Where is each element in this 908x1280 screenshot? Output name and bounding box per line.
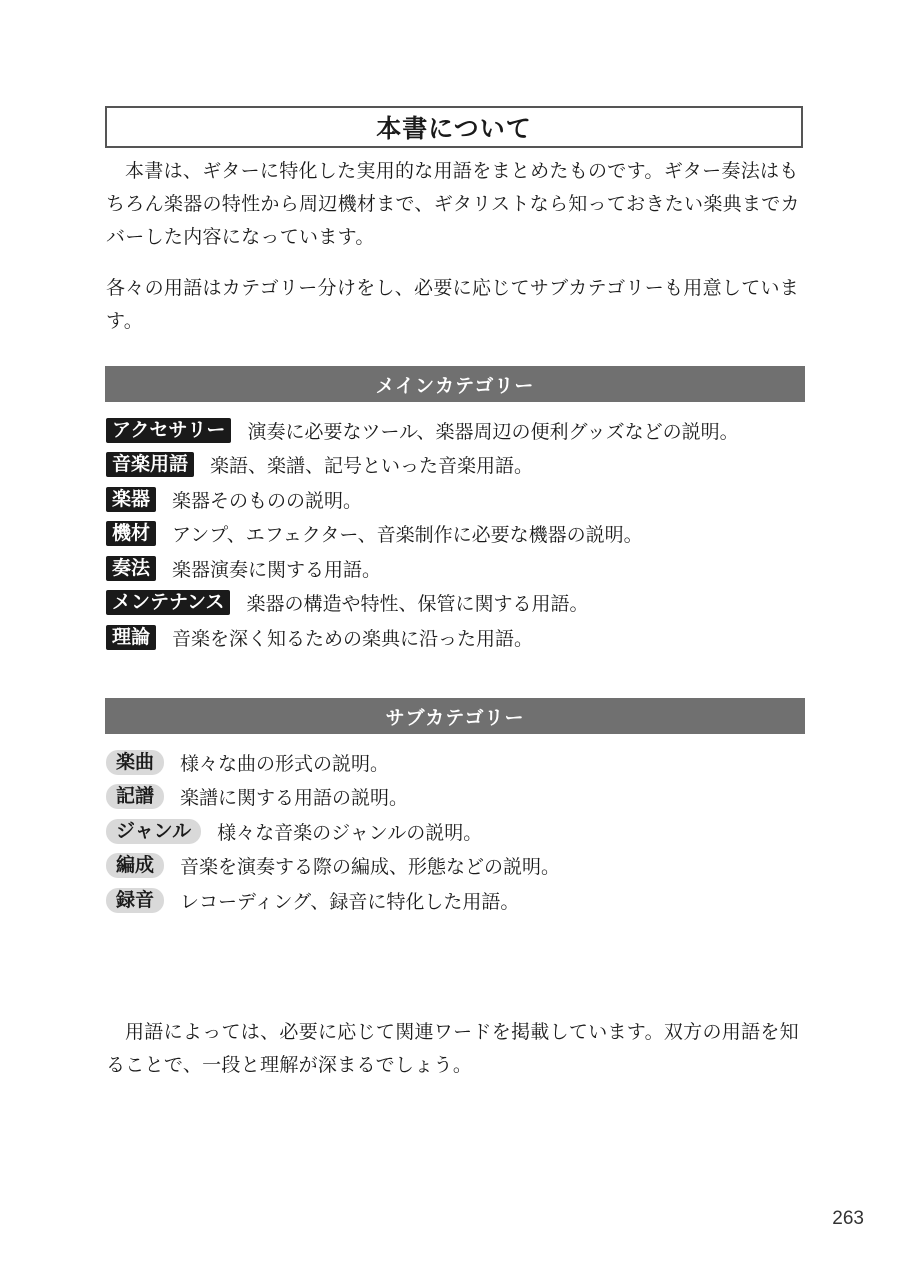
category-desc: 音楽を深く知るための楽典に沿った用語。 bbox=[172, 627, 534, 650]
subcategory-tag-piece: 楽曲 bbox=[106, 750, 164, 775]
main-category-list bbox=[106, 413, 806, 655]
category-tag-instrument: 楽器 bbox=[106, 487, 156, 512]
main-category-heading: メインカテゴリー bbox=[105, 366, 805, 402]
list-item bbox=[106, 448, 806, 483]
list-item bbox=[106, 413, 806, 448]
list-item bbox=[106, 883, 806, 918]
list-item bbox=[106, 551, 806, 586]
category-desc: アンプ、エフェクター、音楽制作に必要な機器の説明。 bbox=[172, 524, 643, 547]
category-tag-music-terms: 音楽用語 bbox=[106, 452, 194, 477]
category-desc: 楽器そのものの説明。 bbox=[172, 489, 363, 512]
list-item bbox=[106, 620, 806, 655]
subcategory-tag-genre: ジャンル bbox=[106, 819, 201, 844]
category-desc: 演奏に必要なツール、楽器周辺の便利グッズなどの説明。 bbox=[247, 420, 739, 443]
intro-paragraph-1: 本書は、ギターに特化した実用的な用語をまとめたものです。ギター奏法はもちろん楽器の特性から周辺機材まで、ギタリストなら知っておきたい楽典までカバーした内容になっています。 bbox=[106, 160, 800, 248]
category-tag-technique: 奏法 bbox=[106, 556, 156, 581]
category-desc: 様々な音楽のジャンルの説明。 bbox=[217, 821, 483, 844]
category-desc: 楽譜に関する用語の説明。 bbox=[180, 787, 409, 810]
subcategory-tag-recording: 録音 bbox=[106, 888, 164, 913]
category-desc: レコーディング、録音に特化した用語。 bbox=[180, 890, 520, 913]
list-item bbox=[106, 849, 806, 884]
sub-category-heading: サブカテゴリー bbox=[105, 698, 805, 734]
category-tag-theory: 理論 bbox=[106, 625, 156, 650]
closing-paragraph: 用語によっては、必要に応じて関連ワードを掲載しています。双方の用語を知ることで、一段と理解が深まるでしょう。 bbox=[106, 1021, 799, 1076]
subcategory-tag-ensemble: 編成 bbox=[106, 853, 164, 878]
category-desc: 楽語、楽譜、記号といった音楽用語。 bbox=[210, 455, 534, 478]
category-desc: 楽器の構造や特性、保管に関する用語。 bbox=[246, 593, 589, 616]
subcategory-tag-notation: 記譜 bbox=[106, 784, 164, 809]
category-desc: 楽器演奏に関する用語。 bbox=[172, 558, 382, 581]
list-item bbox=[106, 745, 806, 780]
category-tag-accessory: アクセサリー bbox=[106, 418, 231, 443]
sub-category-list bbox=[106, 745, 806, 918]
category-tag-maintenance: メンテナンス bbox=[106, 590, 230, 615]
list-item bbox=[106, 517, 806, 552]
intro-paragraph-2: 各々の用語はカテゴリー分けをし、必要に応じてサブカテゴリーも用意しています。 bbox=[106, 277, 800, 332]
category-desc: 音楽を演奏する際の編成、形態などの説明。 bbox=[180, 856, 561, 879]
category-desc: 様々な曲の形式の説明。 bbox=[180, 752, 390, 775]
list-item bbox=[106, 586, 806, 621]
page-title: 本書について bbox=[105, 106, 803, 148]
page-number: 263 bbox=[832, 1208, 864, 1229]
list-item bbox=[106, 482, 806, 517]
list-item bbox=[106, 814, 806, 849]
list-item bbox=[106, 780, 806, 815]
category-tag-equipment: 機材 bbox=[106, 521, 156, 546]
